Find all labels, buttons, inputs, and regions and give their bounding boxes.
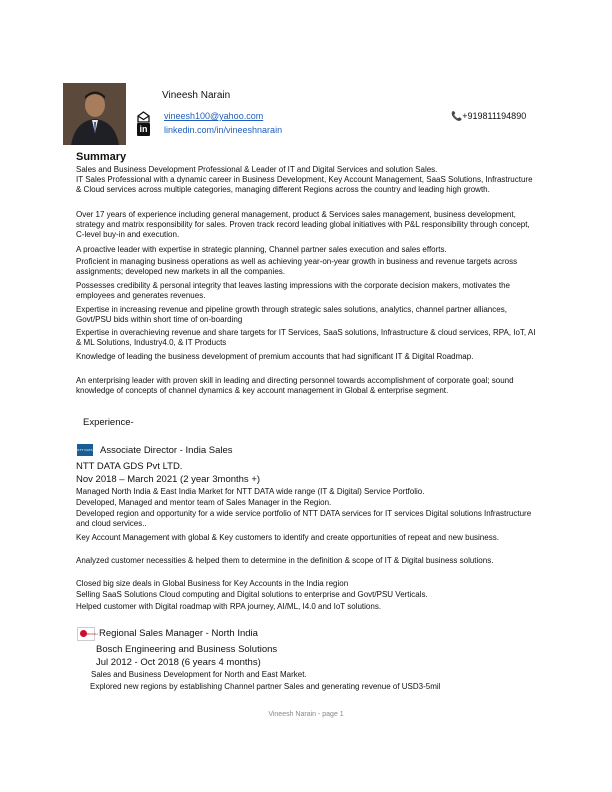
profile-photo xyxy=(63,83,126,145)
summary-paragraph: Knowledge of leading the business development of premium accounts that had significant IT & Digital Roadmap. xyxy=(76,352,474,361)
bosch-ring-icon xyxy=(80,630,87,637)
job-bullet: Key Account Management with global & Key customers to identify and create opportunities of repeat and new business. xyxy=(76,533,499,542)
job-company: NTT DATA GDS Pvt LTD. xyxy=(76,461,183,472)
job-bullet: Managed North India & East India Market for NTT DATA wide range (IT & Digital) Service Portfolio. xyxy=(76,487,425,496)
summary-paragraph: IT Sales Professional with a dynamic career in Business Development, Key Account Management, SaaS Solutions, Infrastructure & Cloud services across multiple categories, managing different Regions across the country and leading high growth. xyxy=(76,175,533,195)
job-title: Associate Director - India Sales xyxy=(100,445,233,456)
job-title: Regional Sales Manager - North India xyxy=(99,628,258,639)
job-bullet: Sales and Business Development for North and East Market. xyxy=(91,670,307,679)
job-bullet: Selling SaaS Solutions Cloud computing and Digital solutions to enterprise and Govt/PSU Verticals. xyxy=(76,590,428,599)
job-period: Jul 2012 - Oct 2018 (6 years 4 months) xyxy=(96,657,261,668)
ntt-data-logo: NTT DATA xyxy=(77,444,93,456)
job-bullet: Analyzed customer necessities & helped them to determine in the definition & scope of IT & Digital business solutions. xyxy=(76,556,494,565)
summary-paragraph: Possesses credibility & personal integrity that leaves lasting impressions with the corporate decision makers, motivates the employees and generates revenues. xyxy=(76,281,510,301)
summary-heading: Summary xyxy=(76,151,127,163)
phone-icon: 📞 xyxy=(451,111,463,121)
job-bullet: Developed region and opportunity for a wide service portfolio of NTT DATA services for IT services Digital solutions Infrastructure and cloud services.. xyxy=(76,509,532,529)
summary-paragraph: Proficient in managing business operations as well as achieving year-on-year growth in business and revenue targets across assignments; developed new markets in all the companies. xyxy=(76,257,518,277)
summary-paragraph: An enterprising leader with proven skill in leading and directing personnel towards accomplishment of corporate goal; sound knowledge of concepts of channel dynamics & key account management in Global & enterprise segment. xyxy=(76,376,514,396)
summary-paragraph: A proactive leader with expertise in strategic planning, Channel partner sales execution and sales efforts. xyxy=(76,245,447,254)
candidate-name: Vineesh Narain xyxy=(162,90,231,101)
job-bullet: Closed big size deals in Global Business for Key Accounts in the India region xyxy=(76,579,349,588)
phone-number xyxy=(451,111,526,122)
bosch-logo: BOSCH xyxy=(77,627,95,641)
summary-paragraph: Expertise in overachieving revenue and share targets for IT Services, SaaS solutions, Infrastructure & cloud services, RPA, IoT, AI & ML Solutions, Industry4.0, & IT Products xyxy=(76,328,536,348)
linkedin-icon: in xyxy=(137,123,150,136)
job-bullet: Explored new regions by establishing Channel partner Sales and generating revenue of USD3-5mil xyxy=(90,682,441,691)
job-bullet: Helped customer with Digital roadmap with RPA journey, AI/ML, I4.0 and IoT solutions. xyxy=(76,602,382,611)
email-link[interactable]: vineesh100@yahoo.com xyxy=(164,111,264,121)
job-company: Bosch Engineering and Business Solutions xyxy=(96,644,278,655)
summary-paragraph: Over 17 years of experience including general management, product & Services sales management, business development, strategy and matrix responsibility for sales. Proven track record leading global initiatives with P&L responsibility through concept, C-level buy-in and execution. xyxy=(76,210,530,240)
job-period: Nov 2018 – March 2021 (2 year 3months +) xyxy=(76,474,261,485)
linkedin-link[interactable]: linkedin.com/in/vineeshnarain xyxy=(164,125,283,135)
experience-heading: Experience- xyxy=(83,417,134,428)
page-footer: Vineesh Narain - page 1 xyxy=(268,711,344,718)
summary-paragraph: Sales and Business Development Professional & Leader of IT and Digital Services and solution Sales. xyxy=(76,165,438,174)
phone-text: +919811194890 xyxy=(462,111,527,121)
job-bullet: Developed, Managed and mentor team of Sales Manager in the Region. xyxy=(76,498,332,507)
summary-paragraph: Expertise in increasing revenue and pipeline growth through strategic sales solutions, analytics, channel partner alliances, Govt/PSU bids within short time of on-boarding xyxy=(76,305,507,325)
